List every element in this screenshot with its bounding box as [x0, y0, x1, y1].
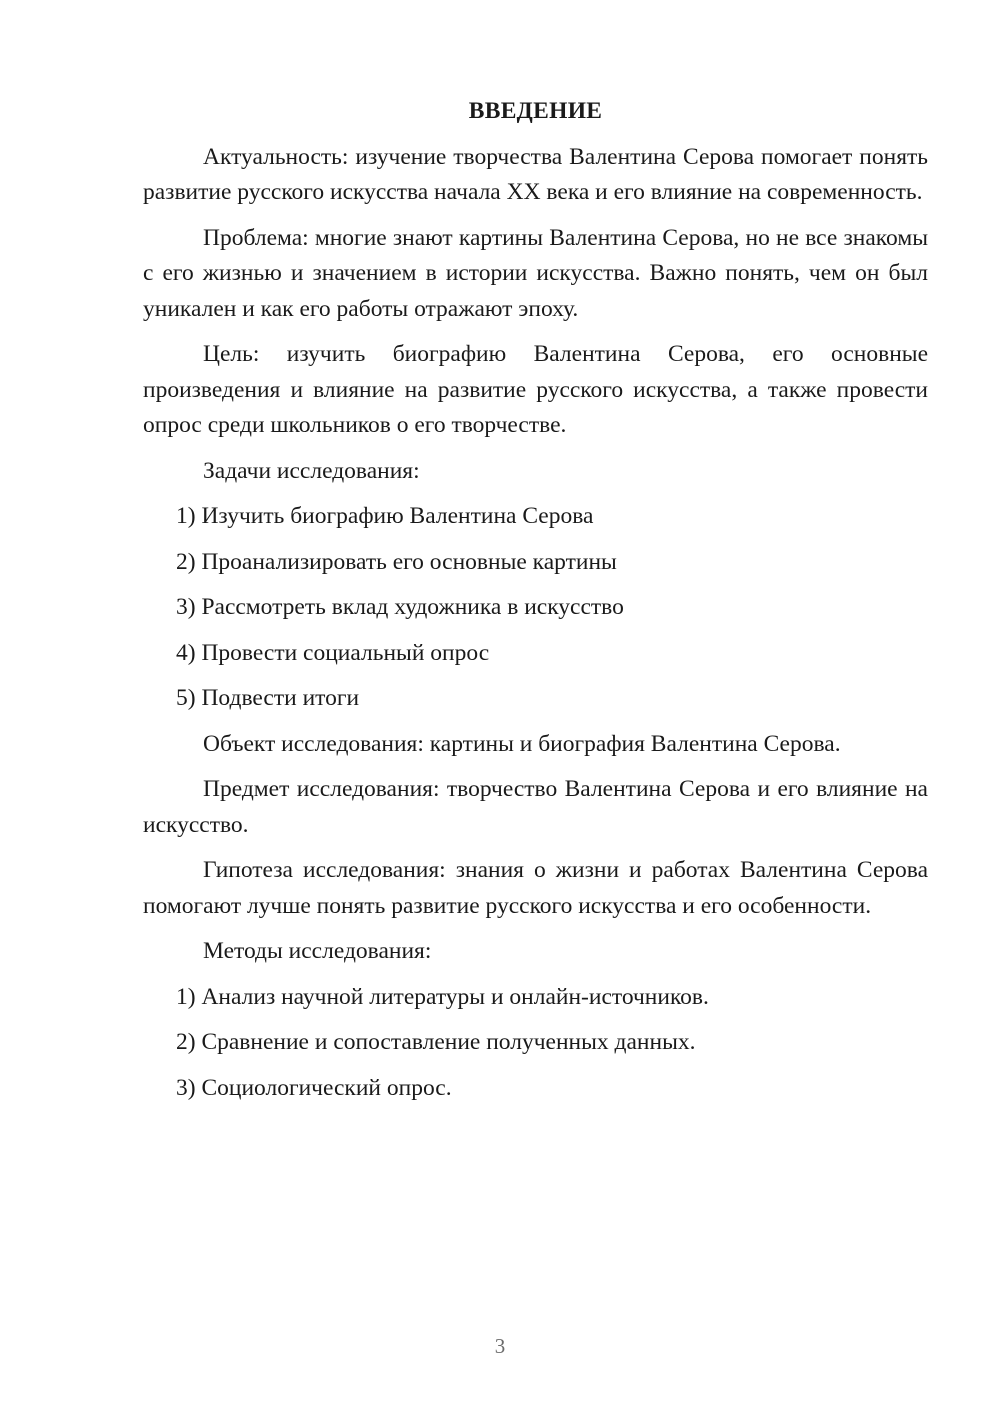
list-item-method: 2) Сравнение и сопоставление полученных данных. [176, 1029, 696, 1055]
page-content [143, 94, 928, 1116]
page-number: 3 [494, 1334, 506, 1358]
goal-paragraph: Цель: изучить биографию Валентина Серова, его основные произведения и влияние на развитие русского искусства, а также провести опрос среди школьников о его творчестве. [143, 341, 928, 438]
subject-paragraph: Предмет исследования: творчество Валентина Серова и его влияние на искусство. [143, 776, 928, 838]
list-item-task: 1) Изучить биографию Валентина Серова [176, 503, 594, 529]
list-item-task: 5) Подвести итоги [176, 685, 360, 711]
object-paragraph: Объект исследования: картины и биография Валентина Серова. [203, 730, 841, 757]
tasks-heading: Задачи исследования: [203, 457, 420, 484]
hypothesis-paragraph: Гипотеза исследования: знания о жизни и работах Валентина Серова помогают лучше понять развитие русского искусства и его особенности. [143, 857, 928, 919]
problem-paragraph: Проблема: многие знают картины Валентина Серова, но не все знакомы с его жизнью и значением в истории искусства. Важно понять, чем он был уникален и как его работы отражают эпоху. [143, 224, 928, 322]
methods-heading: Методы исследования: [203, 938, 432, 964]
section-title: ВВЕДЕНИЕ [468, 98, 603, 124]
list-item-task: 4) Провести социальный опрос [176, 639, 490, 666]
list-item-task: 3) Рассмотреть вклад художника в искусство [176, 594, 624, 620]
list-item-method: 3) Социологический опрос. [176, 1074, 452, 1101]
list-item-method: 1) Анализ научной литературы и онлайн-источников. [176, 983, 709, 1010]
list-item-task: 2) Проанализировать его основные картины [176, 548, 617, 575]
relevance-paragraph: Актуальность: изучение творчества Валентина Серова помогает понять развитие русского искусства начала XX века и его влияние на современность. [143, 143, 928, 205]
